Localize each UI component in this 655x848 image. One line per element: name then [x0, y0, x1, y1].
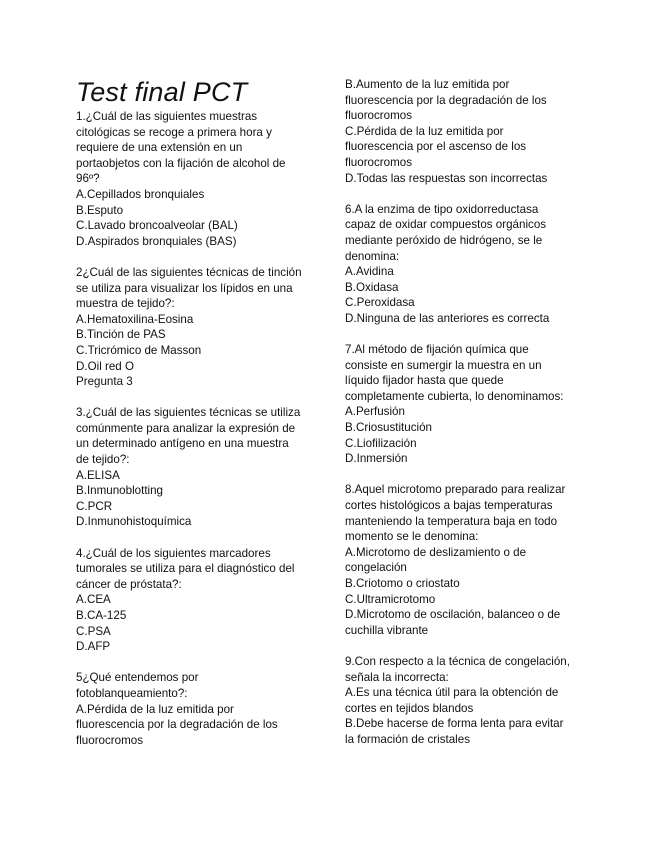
answer-option: D.Inmunohistoquímica	[76, 515, 192, 529]
question-block-2	[76, 265, 334, 390]
question-block-9	[345, 654, 585, 748]
answer-option: A.Es una técnica útil para la obtención de cortes en tejidos blandos	[345, 686, 559, 715]
question-block-1	[76, 109, 334, 249]
question-text: 5¿Qué entendemos por fotoblanqueamiento?:	[76, 671, 199, 700]
answer-option: C.Ultramicrotomo	[345, 592, 436, 606]
answer-option: D.Oil red O	[76, 359, 134, 373]
answer-option: C.PCR	[76, 499, 113, 513]
answer-option: A.ELISA	[76, 468, 120, 482]
answer-option: C.PSA	[76, 624, 111, 638]
answer-option: D.Aspirados bronquiales (BAS)	[76, 234, 237, 248]
question-block-6	[345, 202, 585, 327]
question-block-8	[345, 482, 585, 638]
left-column	[76, 76, 334, 748]
answer-option: B.Esputo	[76, 203, 124, 217]
answer-option: D.AFP	[76, 640, 111, 654]
answer-option: C.Pérdida de la luz emitida por fluorescencia por el ascenso de los fluorocromos	[345, 124, 527, 169]
answer-option: A.Avidina	[345, 265, 394, 279]
answer-option: B.Tinción de PAS	[76, 328, 166, 342]
answer-option: A.Microtomo de deslizamiento o de congelación	[345, 545, 527, 575]
question-text: 9.Con respecto a la técnica de congelación, señala la incorrecta:	[345, 654, 570, 684]
question-block-7	[345, 342, 585, 467]
question-text: 8.Aquel microtomo preparado para realizar cortes histológicos a bajas temperaturas manteniendo la temperatura baja en todo momento se le denomina:	[345, 483, 566, 544]
question-text: 2¿Cuál de las siguientes técnicas de tinción se utiliza para visualizar los lípidos en una muestra de tejido?:	[76, 265, 302, 311]
question-text: 6.A la enzima de tipo oxidorreductasa capaz de oxidar compuestos orgánicos mediante peróxido de hidrógeno, se le denomina:	[345, 202, 547, 263]
answer-option: C.Tricrómico de Masson	[76, 343, 202, 357]
question-text: 3.¿Cuál de las siguientes técnicas se utiliza comúnmente para analizar la expresión de un determinado antígeno en una muestra de tejido?:	[76, 406, 301, 467]
question-text: 7.Al método de fijación química que consiste en sumergir la muestra en un líquido fijador hasta que quede completamente cubierta, lo denominamos:	[345, 343, 564, 403]
answer-option: D.Inmersión	[345, 452, 408, 466]
answer-option: C.Liofilización	[345, 436, 417, 450]
question-block-3	[76, 405, 334, 530]
answer-option: B.Criotomo o criostato	[345, 577, 460, 590]
answer-option: B.Inmunoblotting	[76, 484, 164, 498]
answer-option: D.Todas las respuestas son incorrectas	[345, 171, 548, 185]
question-block-5-continued	[345, 77, 585, 186]
question-block-4	[76, 546, 334, 655]
answer-option: A.Pérdida de la luz emitida por fluorescencia por la degradación de los fluorocromos	[76, 702, 278, 747]
answer-option: D.Ninguna de las anteriores es correcta	[345, 311, 550, 325]
right-column	[345, 77, 585, 748]
answer-option: C.Lavado broncoalveolar (BAL)	[76, 219, 238, 233]
question-text: 4.¿Cuál de los siguientes marcadores tumorales se utiliza para el diagnóstico del cáncer de próstata?:	[76, 546, 295, 591]
answer-option: B.Oxidasa	[345, 280, 399, 294]
question-number-label: Pregunta 3	[76, 375, 133, 389]
question-text: 1.¿Cuál de las siguientes muestras citológicas se recoge a primera hora y requiere de una extensión en un portaobjetos con la fijación de alcohol de 96º?	[76, 110, 286, 186]
answer-option: D.Microtomo de oscilación, balanceo o de cuchilla vibrante	[345, 608, 561, 637]
page-title: Test final PCT	[76, 77, 248, 107]
question-block-5	[76, 670, 334, 748]
answer-option: A.CEA	[76, 593, 111, 607]
answer-option: B.Debe hacerse de forma lenta para evitar la formación de cristales	[345, 717, 564, 746]
answer-option: B.Criosustitución	[345, 421, 432, 435]
answer-option: A.Perfusión	[345, 405, 405, 419]
answer-option: A.Cepillados bronquiales	[76, 187, 205, 201]
answer-option: B.Aumento de la luz emitida por fluorescencia por la degradación de los fluorocromos	[345, 78, 547, 123]
answer-option: B.CA-125	[76, 609, 127, 622]
answer-option: A.Hematoxilina-Eosina	[76, 312, 194, 326]
answer-option: C.Peroxidasa	[345, 296, 415, 310]
